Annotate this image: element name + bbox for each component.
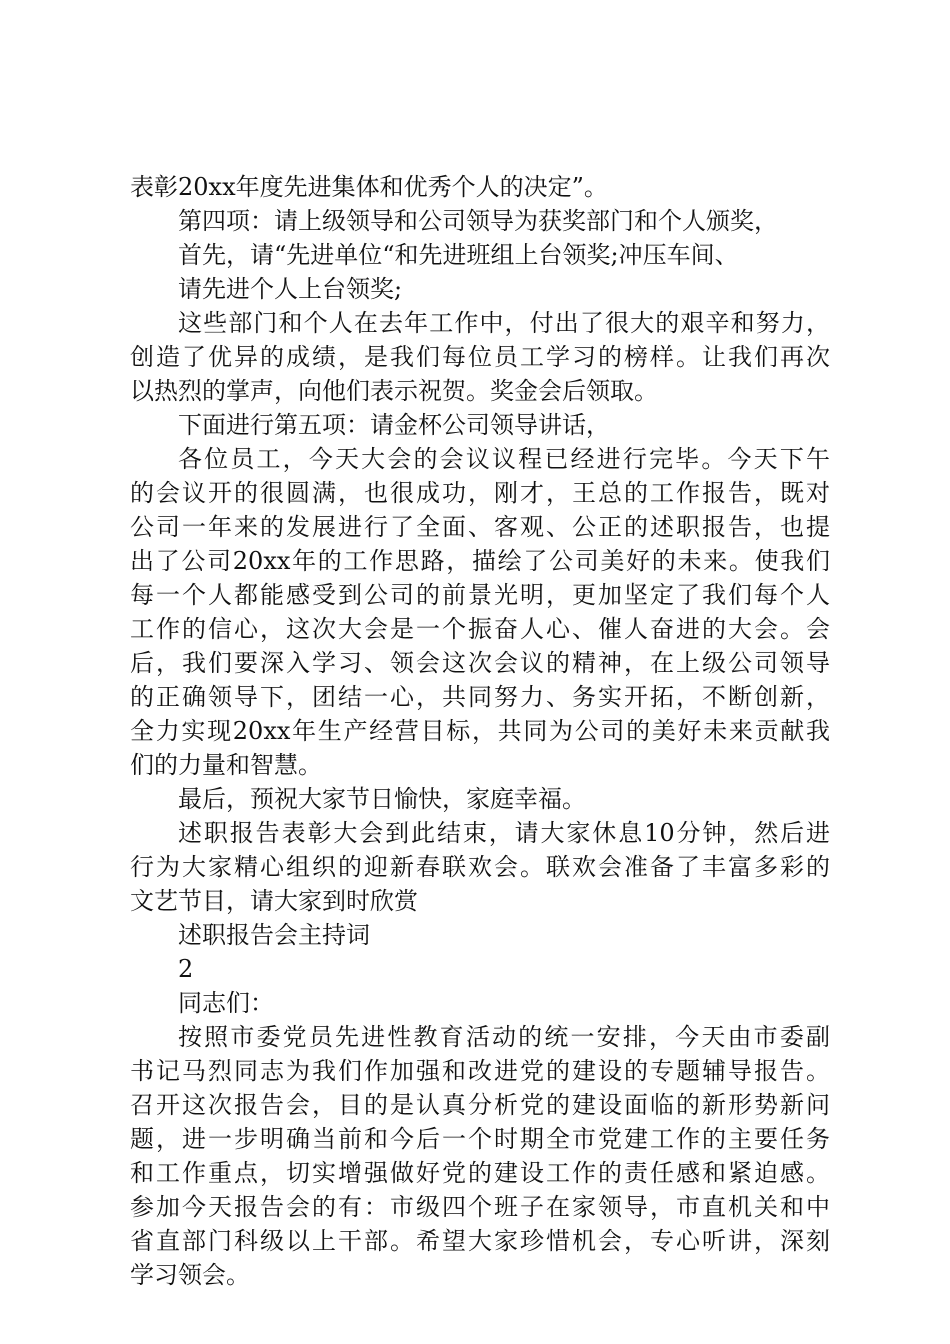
text-line: 述职报告表彰大会到此结束，请大家休息10分钟，然后进 — [178, 819, 830, 847]
text-line: 书记马烈同志为我们作加强和改进党的建设的专题辅导报告。 — [130, 1057, 830, 1085]
text-line: 后，我们要深入学习、领会这次会议的精神，在上级公司领导 — [130, 649, 830, 677]
text-line: 各位员工，今天大会的会议议程已经进行完毕。今天下午 — [178, 445, 830, 473]
text-line: 的会议开的很圆满，也很成功，刚才，王总的工作报告，既对 — [130, 479, 830, 507]
text-line: 行为大家精心组织的迎新春联欢会。联欢会准备了丰富多彩的 — [130, 853, 830, 881]
text-line: 最后，预祝大家节日愉快，家庭幸福。 — [178, 785, 586, 813]
text-line: 题，进一步明确当前和今后一个时期全市党建工作的主要任务 — [130, 1125, 830, 1153]
text-line: 按照市委党员先进性教育活动的统一安排，今天由市委副 — [178, 1023, 830, 1051]
text-line: 第四项：请上级领导和公司领导为获奖部门和个人颁奖， — [178, 207, 778, 235]
text-line: 表彰20xx年度先进集体和优秀个人的决定”。 — [130, 173, 608, 201]
document-body — [130, 170, 830, 1292]
text-line: 全力实现20xx年生产经营目标，共同为公司的美好未来贡献我 — [130, 717, 830, 745]
text-line: 学习领会。 — [130, 1261, 250, 1289]
text-line: 每一个人都能感受到公司的前景光明，更加坚定了我们每个人 — [130, 581, 830, 609]
text-line: 这些部门和个人在去年工作中，付出了很大的艰辛和努力， — [178, 309, 830, 337]
text-line: 以热烈的掌声，向他们表示祝贺。奖金会后领取。 — [130, 377, 658, 405]
text-line: 参加今天报告会的有：市级四个班子在家领导，市直机关和中 — [130, 1193, 830, 1221]
text-line: 2 — [178, 955, 194, 983]
text-line: 首先，请“先进单位“和先进班组上台领奖;冲压车间、 — [178, 241, 739, 269]
text-line: 同志们： — [178, 989, 274, 1017]
text-line: 创造了优异的成绩，是我们每位员工学习的榜样。让我们再次 — [130, 343, 830, 371]
text-line: 的正确领导下，团结一心，共同努力、务实开拓，不断创新， — [130, 683, 830, 711]
text-line: 召开这次报告会，目的是认真分析党的建设面临的新形势新问 — [130, 1091, 830, 1119]
text-line: 省直部门科级以上干部。希望大家珍惜机会，专心听讲，深刻 — [130, 1227, 830, 1255]
text-line: 请先进个人上台领奖; — [178, 275, 403, 303]
text-line: 工作的信心，这次大会是一个振奋人心、催人奋进的大会。会 — [130, 615, 830, 643]
text-line: 文艺节目，请大家到时欣赏 — [130, 887, 418, 915]
text-line: 和工作重点，切实增强做好党的建设工作的责任感和紧迫感。 — [130, 1159, 830, 1187]
text-line: 们的力量和智慧。 — [130, 751, 322, 779]
text-line: 下面进行第五项：请金杯公司领导讲话， — [178, 411, 610, 439]
text-line: 出了公司20xx年的工作思路，描绘了公司美好的未来。使我们 — [130, 547, 830, 575]
text-line: 述职报告会主持词 — [178, 921, 370, 949]
text-line: 公司一年来的发展进行了全面、客观、公正的述职报告，也提 — [130, 513, 830, 541]
